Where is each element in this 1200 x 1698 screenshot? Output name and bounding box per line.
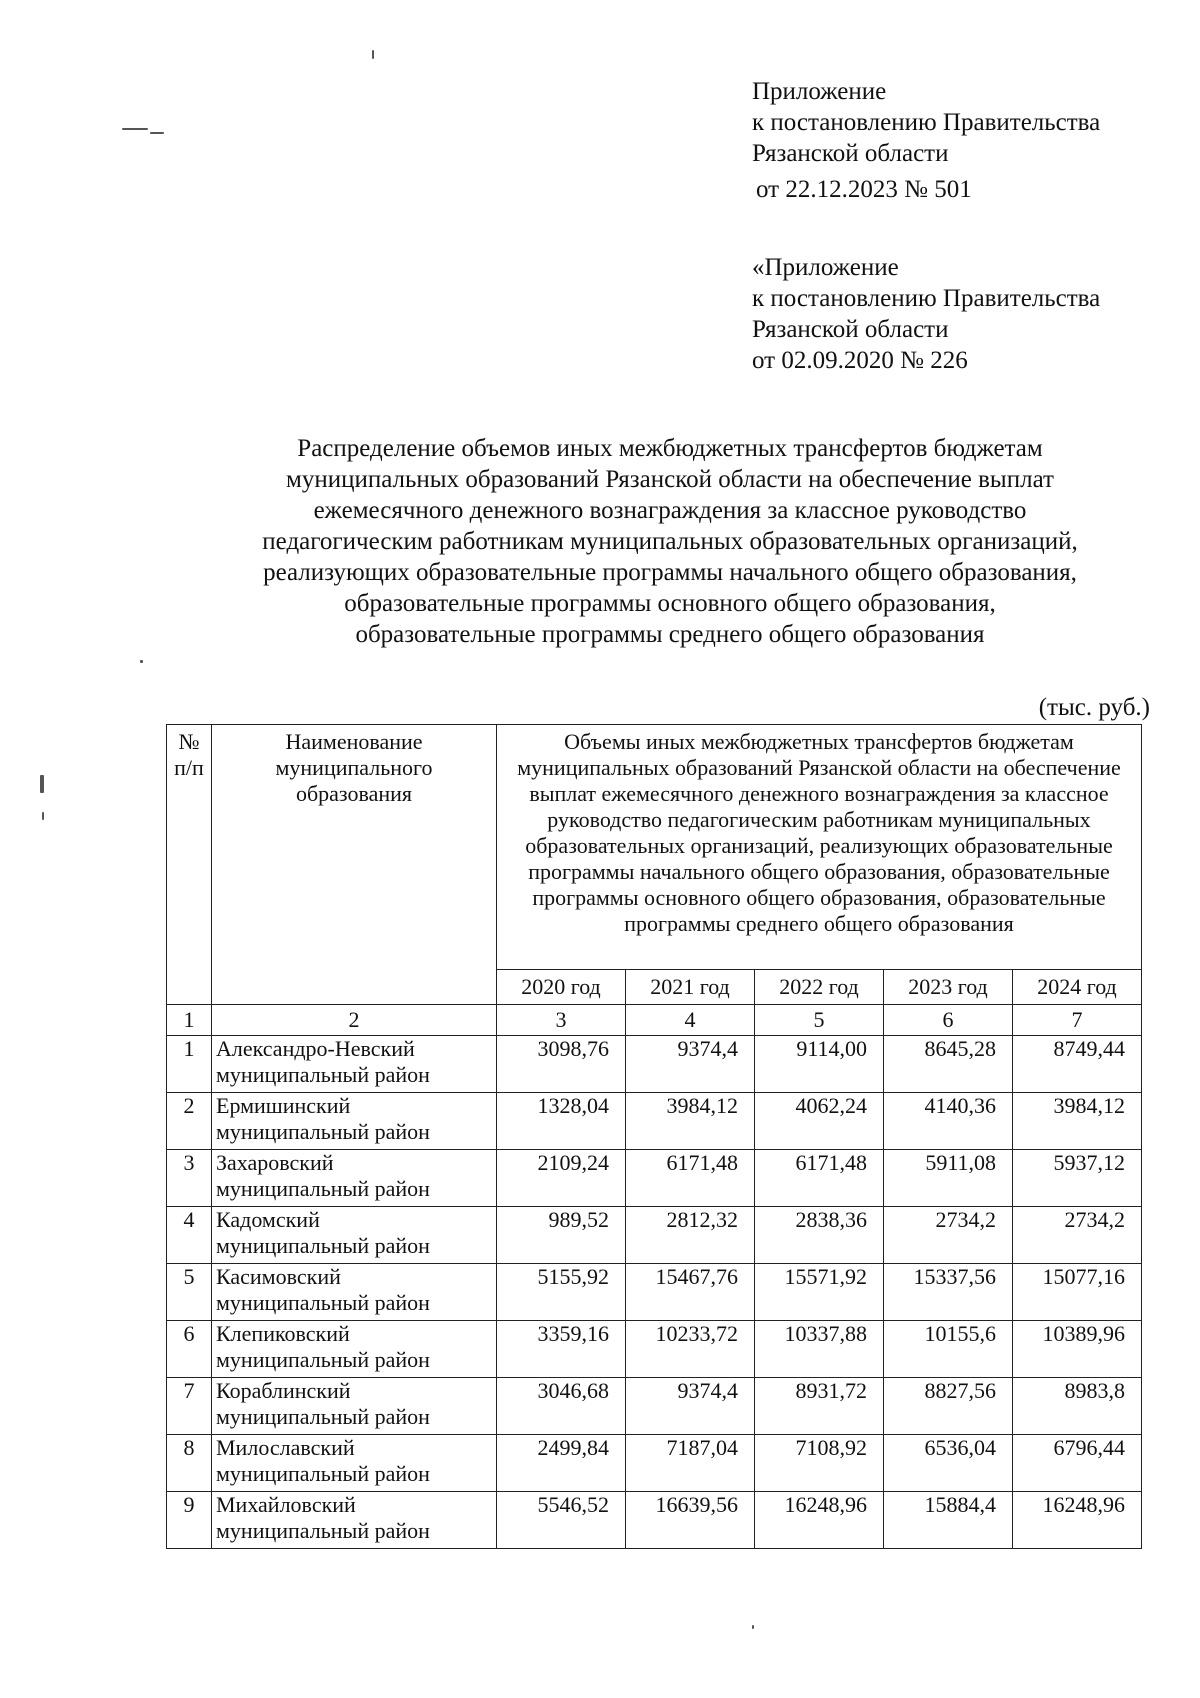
amount-cell: 3098,76 xyxy=(497,1036,626,1093)
amount-cell: 8931,72 xyxy=(755,1378,884,1435)
amount-cell: 989,52 xyxy=(497,1207,626,1264)
document-title xyxy=(150,433,1190,650)
amount-cell: 3984,12 xyxy=(626,1093,755,1150)
approval-line: Приложение xyxy=(752,78,887,105)
amount-cell: 6171,48 xyxy=(755,1150,884,1207)
row-number: 6 xyxy=(167,1321,212,1378)
table-header-row xyxy=(167,725,1142,970)
approval-line: Рязанской области xyxy=(752,140,949,167)
amount-cell: 5937,12 xyxy=(1013,1150,1142,1207)
title-line: реализующих образовательные программы начального общего образования, xyxy=(263,559,1077,586)
municipality-type-line: муниципальный район xyxy=(216,1461,430,1486)
title-line: муниципальных образований Рязанской области на обеспечение выплат xyxy=(286,466,1054,493)
municipality-name xyxy=(212,1093,497,1150)
amount-cell: 9374,4 xyxy=(626,1036,755,1093)
amount-cell: 10389,96 xyxy=(1013,1321,1142,1378)
row-number: 9 xyxy=(167,1492,212,1549)
approval-line: к постановлению Правительства xyxy=(752,285,1101,312)
units-label: (тыс. руб.) xyxy=(1038,694,1150,721)
municipality-name-line: Александро-Невский xyxy=(216,1036,415,1061)
municipality-type-line: муниципальный район xyxy=(216,1119,430,1144)
amount-cell: 15337,56 xyxy=(884,1264,1013,1321)
municipality-name-line: Клепиковский xyxy=(216,1321,350,1346)
header-volumes: Объемы иных межбюджетных трансфертов бюджетам муниципальных образований Рязанской области на обеспечение выплат ежемесячного денежного вознаграждения за классное руководство педагогическим работникам муниципальных образовательных организаций, реализующих образовательные программы начального общего образования, образовательные программы основного общего образования, образовательные программы среднего общего образования xyxy=(497,725,1142,970)
approval-date: от 02.09.2020 № 226 xyxy=(752,347,968,374)
amount-cell: 15077,16 xyxy=(1013,1264,1142,1321)
amount-cell: 9374,4 xyxy=(626,1378,755,1435)
municipality-name-line: Михайловский xyxy=(216,1492,356,1517)
row-number: 8 xyxy=(167,1435,212,1492)
amount-cell: 3046,68 xyxy=(497,1378,626,1435)
municipality-type-line: муниципальный район xyxy=(216,1347,430,1372)
table-row xyxy=(167,1207,1142,1264)
scan-speck xyxy=(150,132,164,134)
amount-cell: 9114,00 xyxy=(755,1036,884,1093)
row-number: 5 xyxy=(167,1264,212,1321)
amount-cell: 5911,08 xyxy=(884,1150,1013,1207)
amount-cell: 16639,56 xyxy=(626,1492,755,1549)
transfers-table xyxy=(166,724,1142,1549)
table-row xyxy=(167,1492,1142,1549)
column-number: 3 xyxy=(497,1005,626,1036)
municipality-name xyxy=(212,1435,497,1492)
amount-cell: 2499,84 xyxy=(497,1435,626,1492)
amount-cell: 16248,96 xyxy=(1013,1492,1142,1549)
row-number: 1 xyxy=(167,1036,212,1093)
approval-line: к постановлению Правительства xyxy=(752,109,1101,136)
amount-cell: 6536,04 xyxy=(884,1435,1013,1492)
approval-line: «Приложение xyxy=(752,254,899,281)
municipality-type-line: муниципальный район xyxy=(216,1290,430,1315)
amount-cell: 16248,96 xyxy=(755,1492,884,1549)
municipality-name xyxy=(212,1321,497,1378)
municipality-name-line: Ермишинский xyxy=(216,1093,351,1118)
municipality-name xyxy=(212,1207,497,1264)
table-row xyxy=(167,1435,1142,1492)
amount-cell: 2109,24 xyxy=(497,1150,626,1207)
table-row xyxy=(167,1321,1142,1378)
municipality-name xyxy=(212,1150,497,1207)
header-no: № п/п xyxy=(167,725,212,1005)
row-number: 3 xyxy=(167,1150,212,1207)
amount-cell: 10155,6 xyxy=(884,1321,1013,1378)
municipality-name xyxy=(212,1492,497,1549)
scan-speck xyxy=(42,812,44,820)
scan-speck xyxy=(372,50,374,59)
scan-speck xyxy=(122,128,148,130)
amount-cell: 1328,04 xyxy=(497,1093,626,1150)
municipality-type-line: муниципальный район xyxy=(216,1518,430,1543)
table-body xyxy=(167,1036,1142,1549)
amount-cell: 8983,8 xyxy=(1013,1378,1142,1435)
row-number: 2 xyxy=(167,1093,212,1150)
table-row xyxy=(167,1378,1142,1435)
amount-cell: 8645,28 xyxy=(884,1036,1013,1093)
table-row xyxy=(167,1036,1142,1093)
header-year: 2021 год xyxy=(626,970,755,1005)
amount-cell: 3359,16 xyxy=(497,1321,626,1378)
header-name: Наименование муниципального образования xyxy=(212,725,497,1005)
table-row xyxy=(167,1264,1142,1321)
amount-cell: 2734,2 xyxy=(884,1207,1013,1264)
amount-cell: 15571,92 xyxy=(755,1264,884,1321)
column-number: 1 xyxy=(167,1005,212,1036)
approval-block-previous xyxy=(752,252,1100,376)
table-column-numbers-row xyxy=(167,1005,1142,1036)
amount-cell: 8749,44 xyxy=(1013,1036,1142,1093)
amount-cell: 3984,12 xyxy=(1013,1093,1142,1150)
municipality-name-line: Касимовский xyxy=(216,1264,341,1289)
title-line: образовательные программы основного общего образования, xyxy=(344,590,996,617)
amount-cell: 15467,76 xyxy=(626,1264,755,1321)
header-year: 2023 год xyxy=(884,970,1013,1005)
amount-cell: 10233,72 xyxy=(626,1321,755,1378)
row-number: 7 xyxy=(167,1378,212,1435)
amount-cell: 4062,24 xyxy=(755,1093,884,1150)
amount-cell: 7108,92 xyxy=(755,1435,884,1492)
amount-cell: 5155,92 xyxy=(497,1264,626,1321)
municipality-type-line: муниципальный район xyxy=(216,1233,430,1258)
municipality-type-line: муниципальный район xyxy=(216,1062,430,1087)
amount-cell: 2812,32 xyxy=(626,1207,755,1264)
municipality-name xyxy=(212,1264,497,1321)
table-row xyxy=(167,1093,1142,1150)
municipality-name xyxy=(212,1036,497,1093)
municipality-name-line: Захаровский xyxy=(216,1150,334,1175)
amount-cell: 15884,4 xyxy=(884,1492,1013,1549)
amount-cell: 2838,36 xyxy=(755,1207,884,1264)
column-number: 7 xyxy=(1013,1005,1142,1036)
approval-line: Рязанской области xyxy=(752,316,949,343)
municipality-type-line: муниципальный район xyxy=(216,1176,430,1201)
amount-cell: 7187,04 xyxy=(626,1435,755,1492)
title-line: педагогическим работникам муниципальных образовательных организаций, xyxy=(262,528,1078,555)
amount-cell: 4140,36 xyxy=(884,1093,1013,1150)
amount-cell: 5546,52 xyxy=(497,1492,626,1549)
column-number: 4 xyxy=(626,1005,755,1036)
municipality-name-line: Кадомский xyxy=(216,1207,320,1232)
amount-cell: 8827,56 xyxy=(884,1378,1013,1435)
title-line: ежемесячного денежного вознаграждения за классное руководство xyxy=(313,497,1027,524)
municipality-name-line: Милославский xyxy=(216,1435,355,1460)
header-year: 2022 год xyxy=(755,970,884,1005)
column-number: 2 xyxy=(212,1005,497,1036)
amount-cell: 10337,88 xyxy=(755,1321,884,1378)
header-year: 2024 год xyxy=(1013,970,1142,1005)
municipality-type-line: муниципальный район xyxy=(216,1404,430,1429)
approval-block-current xyxy=(752,76,1100,205)
header-year: 2020 год xyxy=(497,970,626,1005)
table-row xyxy=(167,1150,1142,1207)
row-number: 4 xyxy=(167,1207,212,1264)
amount-cell: 6171,48 xyxy=(626,1150,755,1207)
municipality-name-line: Кораблинский xyxy=(216,1378,351,1403)
scan-speck xyxy=(40,775,44,793)
title-line: Распределение объемов иных межбюджетных трансфертов бюджетам xyxy=(297,435,1043,462)
approval-date: от 22.12.2023 № 501 xyxy=(756,176,972,203)
municipality-name xyxy=(212,1378,497,1435)
column-number: 5 xyxy=(755,1005,884,1036)
amount-cell: 6796,44 xyxy=(1013,1435,1142,1492)
title-line: образовательные программы среднего общего образования xyxy=(355,621,985,648)
amount-cell: 2734,2 xyxy=(1013,1207,1142,1264)
scan-speck xyxy=(140,660,143,663)
column-number: 6 xyxy=(884,1005,1013,1036)
scan-speck xyxy=(752,1625,754,1629)
